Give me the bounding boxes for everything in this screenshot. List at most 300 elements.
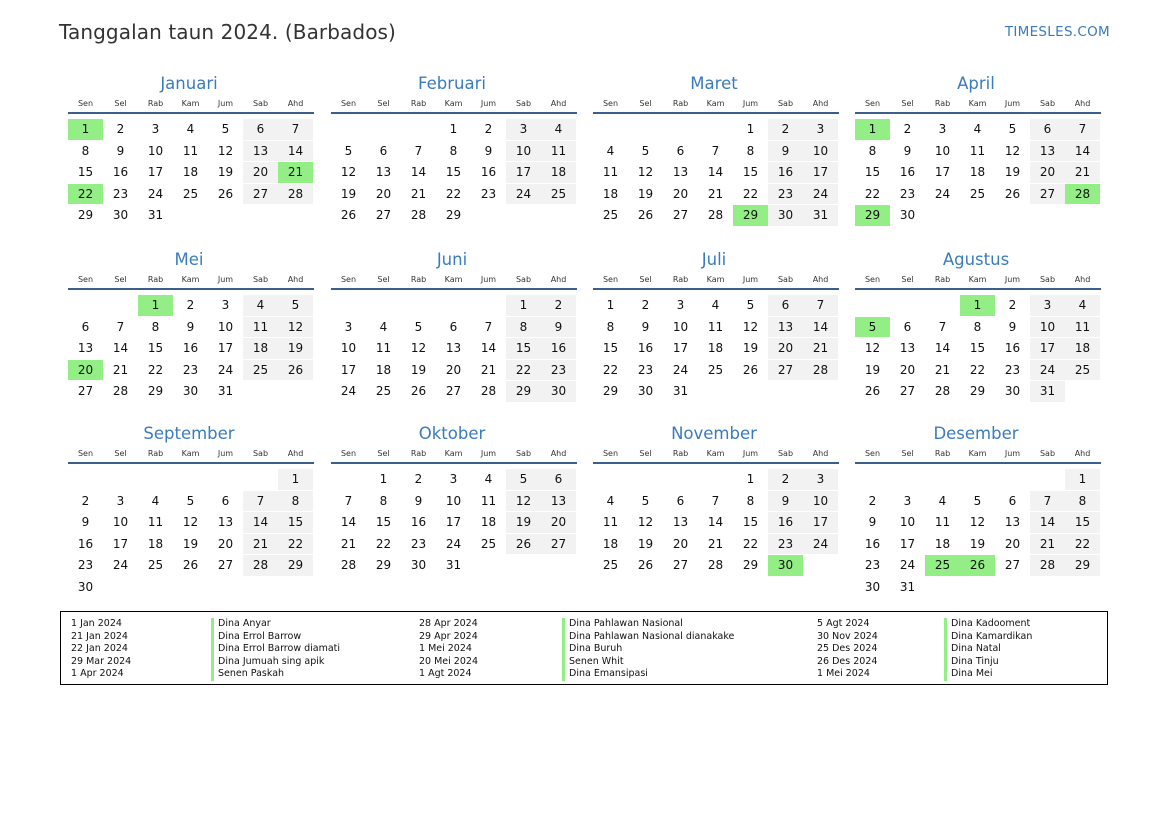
weekday-header [331,272,577,290]
day-cell: 10 [103,512,138,534]
day-cell: 9 [628,317,663,339]
day-cell: 24 [506,184,541,206]
day-cell: 27 [663,555,698,577]
day-cell: 7 [243,491,278,513]
day-cell: 17 [803,512,838,534]
holiday-date: 29 Apr 2024 [419,630,478,642]
weekday-header [593,446,839,464]
day-cell: 20 [663,184,698,206]
empty-cell [890,469,925,491]
weekday-label: Sen [602,99,619,108]
day-cell: 10 [138,141,173,163]
day-cell: 21 [1030,534,1065,556]
day-cell: 26 [401,381,436,403]
day-cell: 16 [890,162,925,184]
day-cell: 19 [995,162,1030,184]
day-cell: 25 [138,555,173,577]
day-cell: 14 [1065,141,1100,163]
day-cell: 16 [768,512,803,534]
month-desember [855,422,1101,598]
day-cell: 25 [593,555,628,577]
day-cell: 16 [401,512,436,534]
day-cell: 10 [208,317,243,339]
day-cell: 21 [698,184,733,206]
day-cell: 16 [768,162,803,184]
day-cell: 1 [733,119,768,141]
day-cell: 4 [1065,295,1100,317]
day-cell: 11 [593,512,628,534]
weekday-label: Sab [515,275,532,284]
weekday-label: Sab [1039,275,1056,284]
day-cell: 10 [436,491,471,513]
day-cell: 13 [366,162,401,184]
weekday-label: Kam [444,449,463,458]
day-cell: 10 [803,141,838,163]
day-cell: 13 [663,162,698,184]
day-cell: 3 [506,119,541,141]
day-cell: 12 [628,162,663,184]
weekday-label: Sel [114,99,127,108]
day-cell: 5 [733,295,768,317]
day-cell: 14 [401,162,436,184]
day-cell: 8 [506,317,541,339]
day-cell: 17 [506,162,541,184]
day-cell: 28 [471,381,506,403]
weekday-label: Sel [114,275,127,284]
empty-cell [995,469,1030,491]
weekday-label: Sab [1039,449,1056,458]
day-cell: 13 [541,491,576,513]
day-cell: 7 [1065,119,1100,141]
month-november [593,422,839,577]
day-cell: 2 [855,491,890,513]
day-cell: 9 [541,317,576,339]
day-cell: 17 [1030,338,1065,360]
day-cell: 5 [173,491,208,513]
day-cell: 2 [103,119,138,141]
day-cell: 31 [1030,381,1065,403]
day-cell: 30 [68,577,103,599]
weekday-label: Ahd [812,275,829,284]
day-cell: 15 [366,512,401,534]
day-cell: 31 [436,555,471,577]
weekday-label: Sel [901,99,914,108]
day-cell: 9 [995,317,1030,339]
holiday-day-cell: 26 [960,555,995,577]
day-cell: 13 [663,512,698,534]
day-cell: 28 [1030,555,1065,577]
day-cell: 8 [1065,491,1100,513]
day-cell: 26 [628,555,663,577]
holiday-name: Senen Paskah [211,668,340,681]
day-cell: 18 [1065,338,1100,360]
month-agustus [855,248,1101,403]
day-cell: 2 [173,295,208,317]
weekday-header [331,446,577,464]
empty-cell [208,469,243,491]
day-cell: 23 [628,360,663,382]
day-cell: 22 [506,360,541,382]
weekday-label: Rab [934,99,951,108]
day-cell: 23 [471,184,506,206]
day-cell: 15 [733,512,768,534]
holiday-name: Dina Tinju [944,656,1032,669]
day-cell: 20 [768,338,803,360]
holiday-date: 1 Mei 2024 [419,643,472,654]
day-cell: 16 [103,162,138,184]
day-cell: 30 [768,205,803,227]
day-cell: 3 [1030,295,1065,317]
weekday-label: Sel [639,99,652,108]
day-cell: 21 [1065,162,1100,184]
weekday-header [855,446,1101,464]
weekday-label: Kam [706,99,725,108]
day-cell: 28 [278,184,313,206]
day-cell: 8 [733,491,768,513]
day-grid [331,469,576,577]
empty-cell [663,469,698,491]
day-cell: 4 [541,119,576,141]
month-februari [331,72,577,227]
day-cell: 6 [208,491,243,513]
month-title: Juni [436,250,468,269]
empty-cell [103,295,138,317]
weekday-label: Sen [77,99,94,108]
month-title: Oktober [418,424,486,443]
weekday-header [855,272,1101,290]
month-juni [331,248,577,403]
day-cell: 4 [698,295,733,317]
weekday-header [331,96,577,114]
empty-cell [68,469,103,491]
day-cell: 23 [68,555,103,577]
day-cell: 9 [471,141,506,163]
weekday-label: Jum [480,275,497,284]
day-cell: 5 [208,119,243,141]
day-cell: 22 [436,184,471,206]
day-cell: 2 [890,119,925,141]
day-cell: 8 [593,317,628,339]
holiday-name: Dina Pahlawan Nasional [562,618,734,631]
day-cell: 31 [803,205,838,227]
day-grid [855,119,1100,227]
holiday-day-cell: 25 [925,555,960,577]
empty-cell [855,469,890,491]
empty-cell [68,295,103,317]
day-cell: 23 [890,184,925,206]
day-cell: 5 [278,295,313,317]
weekday-label: Sel [377,99,390,108]
day-grid [593,119,838,227]
day-cell: 16 [541,338,576,360]
empty-cell [925,469,960,491]
day-cell: 20 [366,184,401,206]
day-cell: 3 [803,119,838,141]
day-cell: 14 [698,512,733,534]
day-cell: 20 [890,360,925,382]
day-cell: 25 [593,205,628,227]
weekday-label: Ahd [1074,275,1091,284]
weekday-header [593,96,839,114]
empty-cell [698,469,733,491]
month-title: Maret [690,74,738,93]
day-cell: 18 [138,534,173,556]
day-cell: 11 [138,512,173,534]
empty-cell [243,469,278,491]
weekday-label: Kam [968,99,987,108]
day-cell: 8 [960,317,995,339]
day-cell: 12 [733,317,768,339]
weekday-label: Jum [480,99,497,108]
day-cell: 17 [208,338,243,360]
day-cell: 7 [803,295,838,317]
day-cell: 17 [925,162,960,184]
day-grid [68,295,313,403]
page-title: Tanggalan taun 2024. (Barbados) [59,20,396,44]
day-cell: 8 [366,491,401,513]
weekday-label: Jum [217,449,234,458]
day-cell: 17 [803,162,838,184]
day-cell: 24 [1030,360,1065,382]
day-cell: 1 [593,295,628,317]
day-cell: 30 [401,555,436,577]
holiday-name: Dina Errol Barrow diamati [211,643,340,656]
month-oktober [331,422,577,577]
brand-link[interactable]: TIMESLES.COM [1004,24,1110,40]
day-cell: 7 [698,491,733,513]
weekday-label: Ahd [550,99,567,108]
day-cell: 2 [995,295,1030,317]
day-cell: 16 [471,162,506,184]
holiday-day-cell: 20 [68,360,103,382]
day-cell: 31 [663,381,698,403]
day-cell: 28 [401,205,436,227]
weekday-header [855,96,1101,114]
weekday-label: Sel [639,275,652,284]
month-januari [68,72,314,227]
holiday-date: 1 Apr 2024 [71,668,124,679]
empty-cell [173,469,208,491]
holiday-day-cell: 21 [278,162,313,184]
day-cell: 29 [733,555,768,577]
day-cell: 19 [628,184,663,206]
weekday-label: Jum [1004,99,1021,108]
weekday-label: Ahd [1074,99,1091,108]
day-cell: 6 [68,317,103,339]
day-cell: 19 [173,534,208,556]
empty-cell [628,469,663,491]
day-cell: 31 [138,205,173,227]
holiday-date: 29 Mar 2024 [71,655,132,667]
day-cell: 2 [768,469,803,491]
month-april [855,72,1101,227]
day-cell: 12 [278,317,313,339]
weekday-label: Sen [602,449,619,458]
day-cell: 4 [138,491,173,513]
holiday-date: 1 Agt 2024 [419,668,472,679]
weekday-label: Rab [410,275,427,284]
day-cell: 23 [768,534,803,556]
day-cell: 5 [960,491,995,513]
day-cell: 17 [890,534,925,556]
empty-cell [855,295,890,317]
day-cell: 7 [278,119,313,141]
holiday-day-cell: 1 [960,295,995,317]
weekday-label: Jum [742,449,759,458]
day-cell: 26 [173,555,208,577]
day-cell: 8 [855,141,890,163]
day-cell: 7 [698,141,733,163]
day-cell: 24 [803,184,838,206]
month-title: Agustus [942,250,1010,269]
day-cell: 24 [436,534,471,556]
weekday-label: Ahd [1074,449,1091,458]
day-cell: 4 [960,119,995,141]
day-cell: 18 [925,534,960,556]
weekday-header [68,96,314,114]
weekday-label: Rab [410,99,427,108]
day-cell: 5 [506,469,541,491]
day-cell: 14 [243,512,278,534]
day-cell: 15 [593,338,628,360]
holiday-name: Dina Mei [944,668,1032,681]
day-cell: 7 [925,317,960,339]
day-cell: 11 [1065,317,1100,339]
day-cell: 29 [68,205,103,227]
day-cell: 7 [471,317,506,339]
day-cell: 12 [331,162,366,184]
day-cell: 13 [995,512,1030,534]
empty-cell [401,119,436,141]
day-cell: 24 [925,184,960,206]
empty-cell [925,295,960,317]
day-cell: 25 [1065,360,1100,382]
day-cell: 24 [331,381,366,403]
month-title: Januari [160,74,218,93]
empty-cell [366,119,401,141]
day-cell: 1 [1065,469,1100,491]
holiday-date: 5 Agt 2024 [817,618,870,629]
month-mei [68,248,314,403]
day-cell: 19 [331,184,366,206]
day-cell: 16 [68,534,103,556]
day-cell: 30 [995,381,1030,403]
day-cell: 24 [663,360,698,382]
weekday-label: Ahd [550,275,567,284]
day-cell: 11 [366,338,401,360]
day-cell: 10 [1030,317,1065,339]
day-cell: 26 [855,381,890,403]
day-cell: 16 [173,338,208,360]
day-cell: 11 [698,317,733,339]
holiday-date: 26 Des 2024 [817,655,878,667]
day-cell: 15 [68,162,103,184]
day-cell: 26 [506,534,541,556]
day-cell: 5 [401,317,436,339]
holiday-day-cell: 29 [733,205,768,227]
day-cell: 1 [506,295,541,317]
weekday-label: Ahd [287,449,304,458]
day-cell: 17 [138,162,173,184]
day-cell: 19 [401,360,436,382]
day-cell: 28 [698,555,733,577]
weekday-label: Sab [777,99,794,108]
day-cell: 29 [1065,555,1100,577]
weekday-label: Kam [968,275,987,284]
day-cell: 2 [768,119,803,141]
day-cell: 20 [663,534,698,556]
day-cell: 19 [628,534,663,556]
weekday-label: Sen [340,449,357,458]
day-cell: 30 [173,381,208,403]
day-cell: 9 [103,141,138,163]
day-cell: 4 [173,119,208,141]
weekday-label: Rab [147,275,164,284]
day-cell: 22 [733,534,768,556]
day-cell: 20 [541,512,576,534]
weekday-label: Ahd [287,275,304,284]
day-cell: 3 [663,295,698,317]
holiday-name: Dina Jumuah sing apik [211,656,340,669]
day-cell: 9 [855,512,890,534]
day-cell: 15 [960,338,995,360]
weekday-label: Rab [672,449,689,458]
day-cell: 25 [366,381,401,403]
holiday-name: Dina Anyar [211,618,340,631]
day-cell: 12 [855,338,890,360]
day-cell: 25 [541,184,576,206]
day-cell: 5 [995,119,1030,141]
empty-cell [698,119,733,141]
empty-cell [366,295,401,317]
weekday-label: Kam [181,99,200,108]
day-cell: 6 [995,491,1030,513]
day-cell: 14 [103,338,138,360]
day-cell: 3 [436,469,471,491]
day-cell: 20 [995,534,1030,556]
day-cell: 1 [733,469,768,491]
holiday-day-cell: 1 [138,295,173,317]
day-cell: 28 [698,205,733,227]
holiday-name: Dina Kadooment [944,618,1032,631]
weekday-label: Sab [777,449,794,458]
day-cell: 26 [628,205,663,227]
holiday-name: Dina Emansipasi [562,668,734,681]
day-cell: 3 [103,491,138,513]
holiday-names-col-3 [944,618,1032,681]
weekday-label: Rab [147,99,164,108]
day-cell: 4 [243,295,278,317]
weekday-header [68,272,314,290]
holiday-dates-col-2 [419,618,478,681]
day-cell: 21 [331,534,366,556]
empty-cell [890,295,925,317]
day-cell: 21 [243,534,278,556]
weekday-label: Jum [1004,275,1021,284]
day-cell: 28 [925,381,960,403]
day-cell: 29 [960,381,995,403]
day-cell: 21 [698,534,733,556]
day-cell: 6 [436,317,471,339]
weekday-label: Sab [1039,99,1056,108]
day-cell: 8 [278,491,313,513]
holiday-day-cell: 29 [855,205,890,227]
day-cell: 13 [768,317,803,339]
weekday-label: Ahd [812,449,829,458]
weekday-label: Sel [377,275,390,284]
day-grid [331,119,576,227]
holiday-names-col-2 [562,618,734,681]
